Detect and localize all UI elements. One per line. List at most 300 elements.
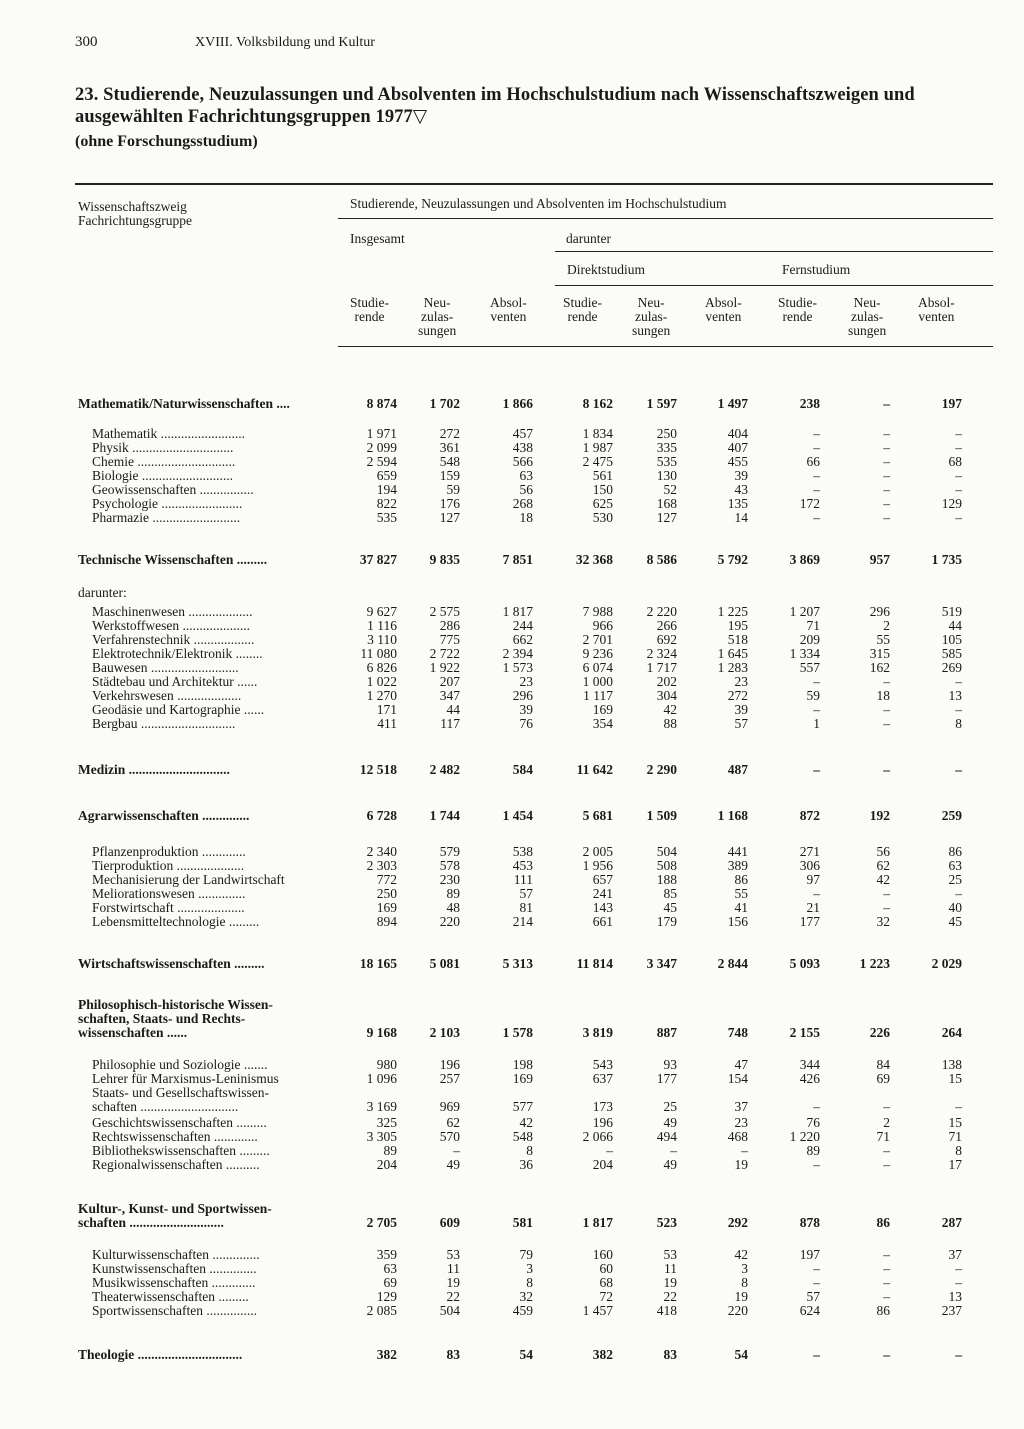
table-cell: 9 236 [582,646,613,661]
table-row [0,661,1024,675]
table-cell: 23 [734,1115,748,1130]
table-cell: 659 [376,468,397,483]
table-row [0,497,1024,511]
table-cell: 772 [376,872,397,887]
table-cell: 3 [526,1261,533,1276]
table-cell: 1 834 [582,426,613,441]
table-row [0,859,1024,873]
table-cell: 143 [592,900,613,915]
column-header [632,296,670,338]
table-cell: – [883,396,890,411]
column-header [778,296,817,324]
table-cell: 172 [799,496,820,511]
table-cell: 45 [948,914,962,929]
table-cell: 579 [439,844,460,859]
table-cell: – [883,716,890,731]
table-cell: 198 [512,1057,533,1072]
table-cell: 438 [512,440,533,455]
row-label: Mechanisierung der Landwirtschaft [92,873,285,887]
table-row [0,455,1024,469]
table-cell: 570 [439,1129,460,1144]
table-cell: 2 324 [646,646,677,661]
table-cell: 2 155 [789,1025,820,1040]
table-cell: 1 000 [582,674,613,689]
row-label: Elektrotechnik/Elektronik ........ [92,647,263,661]
column-header [490,296,527,324]
table-cell: 8 162 [582,396,613,411]
table-cell: 19 [734,1157,748,1172]
table-cell: 197 [799,1247,820,1262]
table-cell: – [955,1347,962,1362]
table-cell: 69 [383,1275,397,1290]
table-cell: 214 [512,914,533,929]
row-label-line: Philosophisch-historische Wissen- [78,997,273,1012]
table-cell: 17 [948,1157,962,1172]
table-cell: 561 [592,468,613,483]
table-cell: 306 [799,858,820,873]
row-label: Theaterwissenschaften ......... [92,1290,249,1304]
table-row [0,1058,1024,1072]
table-cell: – [813,426,820,441]
fernstudium-header: Fernstudium [782,262,851,277]
table-cell: 2 290 [646,762,677,777]
table-cell: – [453,1143,460,1158]
table-cell: 878 [799,1215,820,1230]
column-header-line: Absol- [490,295,527,310]
table-cell: – [813,440,820,455]
table-cell: 1 735 [931,552,962,567]
group-row [0,1216,1024,1230]
table-cell: 238 [799,396,820,411]
table-cell: 389 [727,858,748,873]
table-cell: 624 [799,1303,820,1318]
table-row [0,1248,1024,1262]
row-label-line: schaften, Staats- und Rechts- [78,1011,246,1026]
table-cell: – [955,886,962,901]
table-cell: 93 [663,1057,677,1072]
table-cell: – [883,1289,890,1304]
column-header [350,296,389,324]
table-cell: 5 081 [429,956,460,971]
table-cell: – [955,482,962,497]
table-cell: 59 [446,482,460,497]
table-cell: 25 [663,1099,677,1114]
table-cell: 220 [727,1303,748,1318]
table-cell: 354 [592,716,613,731]
table-cell: 83 [663,1347,677,1362]
table-cell: 86 [948,844,962,859]
table-row [0,915,1024,929]
table-cell: 2 029 [931,956,962,971]
row-label: Pharmazie .......................... [92,511,241,525]
table-cell: 81 [519,900,533,915]
table-cell: 21 [806,900,820,915]
column-header-line: venten [490,309,527,324]
table-cell: 459 [512,1303,533,1318]
group-row [0,1026,1024,1040]
table-cell: 209 [799,632,820,647]
table-cell: 226 [869,1025,890,1040]
table-cell: 8 [741,1275,748,1290]
table-cell: 1 597 [646,396,677,411]
table-cell: 264 [941,1025,962,1040]
row-label: Verkehrswesen ................... [92,689,242,703]
table-cell: 1 [813,716,820,731]
row-label: Physik .............................. [92,441,234,455]
table-cell: 44 [948,618,962,633]
table-cell: 127 [656,510,677,525]
table-title: 23. Studierende, Neuzulassungen und Absolventen im Hochschulstudium nach Wissenschaftszweigen und ausgewählten Fachrichtungsgruppen 1977▽ [75,85,915,127]
table-cell: 18 165 [359,956,397,971]
table-cell: 57 [734,716,748,731]
table-row [0,441,1024,455]
table-cell: 86 [734,872,748,887]
spanner-header: Studierende, Neuzulassungen und Absolventen im Hochschulstudium [350,196,727,211]
table-cell: 159 [439,468,460,483]
row-label: Agrarwissenschaften .............. [78,809,250,823]
table-cell: 129 [376,1289,397,1304]
table-cell: 887 [656,1025,677,1040]
table-cell: – [883,496,890,511]
row-label: Psychologie ........................ [92,497,243,511]
table-cell: 71 [806,618,820,633]
row-label: Tierproduktion .................... [92,859,245,873]
table-cell: 269 [941,660,962,675]
table-cell: 49 [663,1115,677,1130]
table-cell: – [955,426,962,441]
row-label: Bauwesen .......................... [92,661,239,675]
table-cell: 584 [512,762,533,777]
table-cell: 2 085 [366,1303,397,1318]
table-cell: 1 457 [582,1303,613,1318]
table-cell: 176 [439,496,460,511]
rule [555,251,993,252]
table-cell: 63 [948,858,962,873]
table-cell: 11 080 [360,646,397,661]
row-label: Geowissenschaften ................ [92,483,254,497]
table-cell: 43 [734,482,748,497]
row-label-line: Staats- und Gesellschaftswissen- [92,1085,269,1100]
table-cell: 292 [727,1215,748,1230]
table-cell: 3 305 [366,1129,397,1144]
table-cell: 60 [599,1261,613,1276]
table-cell: 194 [376,482,397,497]
table-cell: 8 874 [366,396,397,411]
table-cell: 89 [383,1143,397,1158]
table-cell: 39 [734,702,748,717]
table-cell: 1 573 [502,660,533,675]
table-cell: 111 [513,872,533,887]
table-cell: 748 [727,1025,748,1040]
row-label-line: Kultur-, Kunst- und Sportwissen- [78,1201,272,1216]
table-cell: 138 [941,1057,962,1072]
row-label-line: schaften ............................ [78,1215,224,1230]
table-cell: 57 [806,1289,820,1304]
row-label: Kunstwissenschaften .............. [92,1262,257,1276]
row-label-line: wissenschaften ...... [78,1025,188,1040]
table-cell: 1 270 [366,688,397,703]
table-cell: 162 [869,660,890,675]
row-label: Chemie ............................. [92,455,236,469]
table-cell: 2 [883,1115,890,1130]
table-cell: 304 [656,688,677,703]
table-cell: 296 [512,688,533,703]
table-cell: 196 [592,1115,613,1130]
table-cell: 455 [727,454,748,469]
table-cell: 97 [806,872,820,887]
table-cell: 37 [734,1099,748,1114]
table-cell: 66 [806,454,820,469]
row-label: Musikwissenschaften ............. [92,1276,256,1290]
table-cell: 548 [512,1129,533,1144]
table-cell: 69 [876,1071,890,1086]
group-row [0,957,1024,971]
table-cell: 2 099 [366,440,397,455]
table-row [0,469,1024,483]
table-cell: 42 [734,1247,748,1262]
table-cell: 2 575 [429,604,460,619]
table-cell: 22 [446,1289,460,1304]
table-cell: 457 [512,426,533,441]
table-cell: 83 [446,1347,460,1362]
table-cell: 980 [376,1057,397,1072]
table-cell: 59 [806,688,820,703]
row-label: Sportwissenschaften ............... [92,1304,257,1318]
table-cell: 1 223 [859,956,890,971]
table-cell: 315 [869,646,890,661]
table-cell: 14 [734,510,748,525]
table-row [0,675,1024,689]
table-cell: 969 [439,1099,460,1114]
table-cell: 268 [512,496,533,511]
table-cell: 1 744 [429,808,460,823]
table-cell: 57 [519,886,533,901]
table-cell: 86 [876,1215,890,1230]
table-cell: 1 334 [789,646,820,661]
table-cell: 230 [439,872,460,887]
table-cell: 2 475 [582,454,613,469]
table-cell: 84 [876,1057,890,1072]
table-cell: 441 [727,844,748,859]
table-cell: 86 [876,1303,890,1318]
table-cell: 625 [592,496,613,511]
table-cell: – [883,468,890,483]
table-cell: 19 [734,1289,748,1304]
row-label: Verfahrenstechnik .................. [92,633,255,647]
row-label: Meliorationswesen .............. [92,887,246,901]
table-cell: 1 225 [717,604,748,619]
table-cell: 192 [869,808,890,823]
column-header-line: rende [567,309,598,324]
table-cell: 692 [656,632,677,647]
table-cell: 661 [592,914,613,929]
column-header-line: venten [705,309,742,324]
table-cell: 42 [663,702,677,717]
table-cell: – [955,702,962,717]
table-cell: 5 093 [789,956,820,971]
table-cell: – [813,510,820,525]
table-cell: 822 [376,496,397,511]
table-cell: 577 [512,1099,533,1114]
table-cell: 117 [440,716,460,731]
table-cell: 71 [948,1129,962,1144]
table-cell: 7 988 [582,604,613,619]
table-cell: 39 [734,468,748,483]
table-cell: 407 [727,440,748,455]
table-cell: 266 [656,618,677,633]
table-cell: 518 [727,632,748,647]
table-cell: 872 [799,808,820,823]
table-cell: 63 [519,468,533,483]
table-row [0,1158,1024,1172]
table-cell: 566 [512,454,533,469]
table-cell: 3 819 [582,1025,613,1040]
table-cell: 1 207 [789,604,820,619]
table-cell: 63 [383,1261,397,1276]
table-row [0,845,1024,859]
table-row [0,647,1024,661]
table-cell: 1 971 [366,426,397,441]
table-cell: – [813,1099,820,1114]
table-cell: 52 [663,482,677,497]
group-row [0,397,1024,411]
table-cell: 37 827 [359,552,397,567]
table-cell: 957 [869,552,890,567]
table-cell: – [955,1275,962,1290]
table-cell: 344 [799,1057,820,1072]
table-cell: 2 303 [366,858,397,873]
table-cell: 3 169 [366,1099,397,1114]
table-cell: 5 313 [502,956,533,971]
table-cell: – [813,762,820,777]
table-row [0,1290,1024,1304]
table-cell: 13 [948,688,962,703]
table-cell: – [883,482,890,497]
column-header-line: rende [782,309,813,324]
table-cell: 127 [439,510,460,525]
table-cell: – [955,510,962,525]
table-cell: 271 [799,844,820,859]
column-header-line: Neu- [637,295,665,310]
table-cell: 335 [656,440,677,455]
rule [338,218,993,219]
table-cell: – [670,1143,677,1158]
table-cell: 9 835 [429,552,460,567]
chapter-title: XVIII. Volksbildung und Kultur [195,35,375,50]
table-cell: – [813,674,820,689]
column-header-line: zulas- [851,309,884,324]
row-label: Regionalwissenschaften .......... [92,1158,260,1172]
table-row [0,427,1024,441]
table-row [0,887,1024,901]
table-cell: 39 [519,702,533,717]
table-cell: 53 [663,1247,677,1262]
table-cell: 504 [656,844,677,859]
table-cell: 535 [656,454,677,469]
table-cell: 426 [799,1071,820,1086]
table-cell: 418 [656,1303,677,1318]
column-header-line: Neu- [853,295,881,310]
table-cell: 204 [376,1157,397,1172]
table-cell: 1 956 [582,858,613,873]
table-cell: 1 116 [367,618,397,633]
table-cell: 42 [519,1115,533,1130]
table-cell: 2 066 [582,1129,613,1144]
column-header-line: sungen [632,323,671,338]
column-header-line: sungen [418,323,457,338]
column-header-line: Studie- [778,295,817,310]
group-row [0,809,1024,823]
table-cell: 130 [656,468,677,483]
table-cell: 2 340 [366,844,397,859]
table-cell: 250 [656,426,677,441]
table-cell: 8 [955,1143,962,1158]
column-header-line: Studie- [563,295,602,310]
table-cell: 15 [948,1071,962,1086]
table-cell: 15 [948,1115,962,1130]
table-cell: 8 [526,1143,533,1158]
table-cell: 1 454 [502,808,533,823]
table-cell: 382 [376,1347,397,1362]
table-row [0,483,1024,497]
column-header-line: Neu- [423,295,451,310]
table-cell: 32 368 [575,552,613,567]
rule [555,285,993,286]
table-cell: 169 [512,1071,533,1086]
table-cell: 8 586 [646,552,677,567]
table-cell: – [883,762,890,777]
table-cell: 62 [446,1115,460,1130]
table-cell: 76 [519,716,533,731]
table-row [0,511,1024,525]
table-row [0,619,1024,633]
table-cell: 359 [376,1247,397,1262]
table-cell: 296 [869,604,890,619]
table-cell: 250 [376,886,397,901]
table-cell: 40 [948,900,962,915]
row-label: Bergbau ............................ [92,717,236,731]
table-cell: 22 [663,1289,677,1304]
table-cell: 11 [447,1261,460,1276]
table-cell: 3 869 [789,552,820,567]
row-label: Forstwirtschaft .................... [92,901,245,915]
table-cell: 2 103 [429,1025,460,1040]
table-cell: 150 [592,482,613,497]
table-cell: 11 642 [576,762,613,777]
row-label: Kulturwissenschaften .............. [92,1248,260,1262]
table-cell: 538 [512,844,533,859]
table-cell: 5 792 [717,552,748,567]
stub-header-line: Fachrichtungsgruppe [78,213,192,228]
table-cell: 523 [656,1215,677,1230]
table-row [0,1100,1024,1114]
column-header [918,296,955,324]
table-cell: 37 [948,1247,962,1262]
table-cell: 68 [948,454,962,469]
table-row [0,689,1024,703]
table-cell: 171 [376,702,397,717]
table-cell: – [955,440,962,455]
table-cell: 404 [727,426,748,441]
table-cell: 382 [592,1347,613,1362]
group-row [0,763,1024,777]
column-header-line: sungen [848,323,887,338]
table-cell: 347 [439,688,460,703]
table-cell: 1 096 [366,1071,397,1086]
column-header [848,296,886,338]
stub-header-line: Wissenschaftszweig [78,199,187,214]
table-cell: 1 022 [366,674,397,689]
